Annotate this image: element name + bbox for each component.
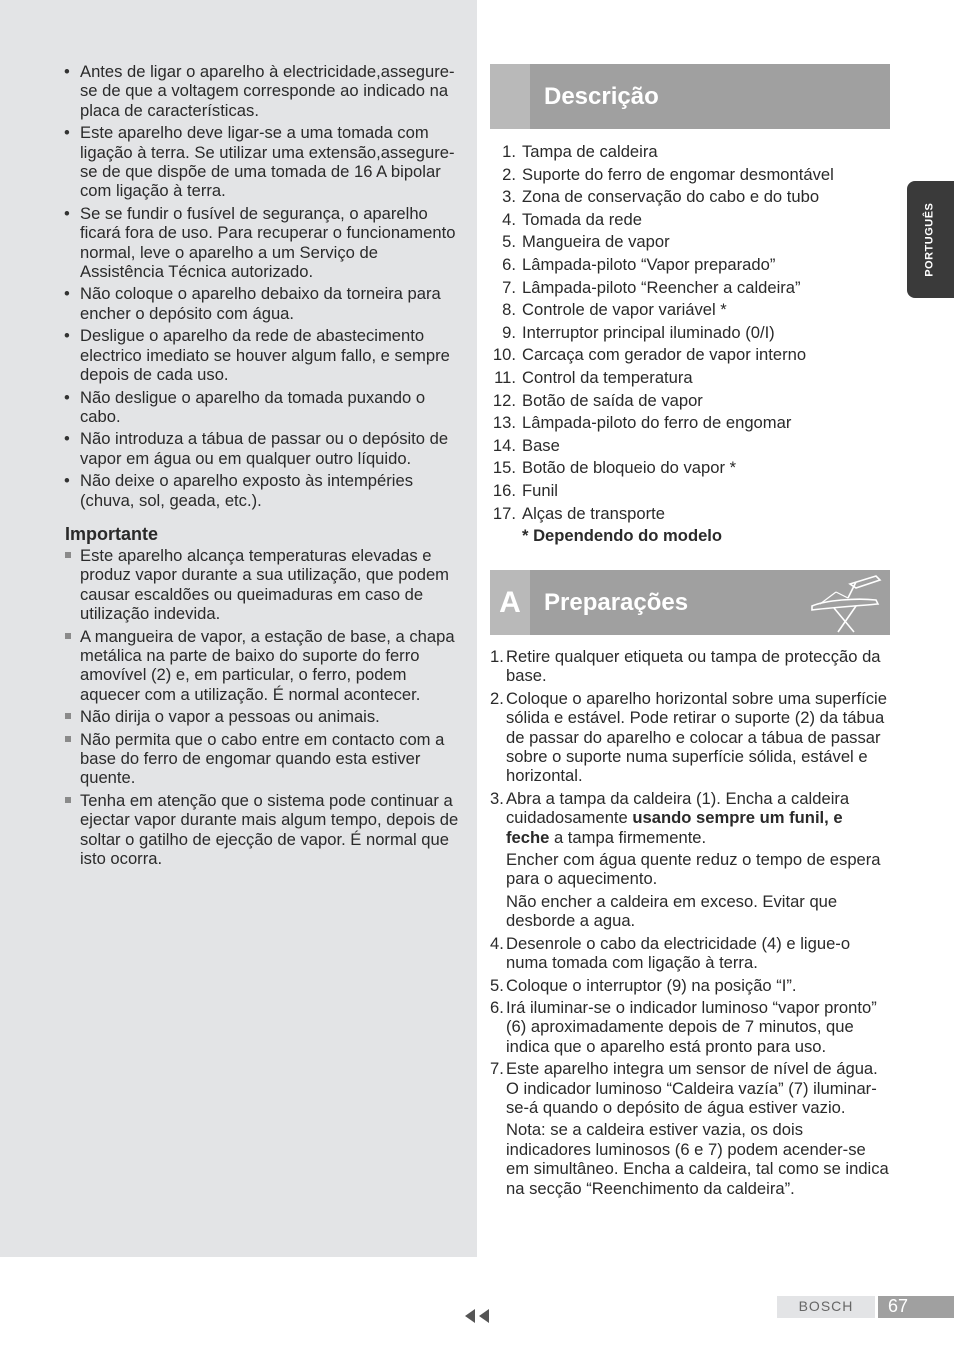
item-number: 5. (502, 232, 516, 252)
description-item (490, 186, 890, 209)
safety-bullet: • Não desligue o aparelho da tomada puxando o cabo. (62, 388, 464, 427)
important-item: Este aparelho alcança temperaturas elevadas e produz vapor durante a sua utilização, que podem causar escaldões ou queimaduras em caso de utilização indevida. (62, 546, 464, 624)
preparation-step (490, 789, 890, 931)
step-text: Coloque o aparelho horizontal sobre uma superfície sólida e estável. Pode retirar o suporte (2) da tábua de passar do aparelho e colocar a tábua de passar sobre o suporte numa superfície sólida, estável e horizontal. (506, 688, 887, 786)
description-item (490, 231, 890, 254)
description-footnote: * Dependendo do modelo (522, 526, 723, 546)
item-number: 11. (494, 367, 516, 387)
item-number: 16. (492, 480, 516, 500)
item-number: 8. (502, 300, 516, 320)
double-left-arrow-icon (463, 1308, 491, 1324)
item-text: Funil (522, 480, 558, 500)
description-title: Descrição (544, 82, 659, 110)
description-item (490, 299, 890, 322)
page-number: 67 (878, 1296, 954, 1318)
item-text: Lâmpada-piloto “Reencher a caldeira” (522, 277, 801, 297)
step-text-part: Abra a tampa da caldeira (1). Encha a caldeira cuidadosamente (506, 788, 850, 828)
step-text-bold: usando sempre um funil, e feche (506, 808, 843, 847)
preparation-step (490, 934, 890, 973)
description-item (490, 503, 890, 526)
item-number: 15. (492, 458, 516, 478)
item-number: 14. (492, 435, 516, 455)
safety-bullet: • Não introduza a tábua de passar ou o depósito de vapor em água ou em qualquer outro líquido. (62, 429, 464, 468)
description-item (490, 390, 890, 413)
item-text: Botão de bloqueio do vapor * (522, 458, 737, 478)
item-number: 13. (492, 413, 516, 433)
description-header (490, 64, 890, 129)
item-number: 3. (502, 187, 516, 207)
item-text: Carcaça com gerador de vapor interno (522, 345, 807, 365)
item-text: Controle de vapor variável * (522, 300, 727, 320)
step-number: 3. (490, 788, 504, 808)
safety-bullet: • Se se fundir o fusível de segurança, o aparelho ficará fora de uso. Para recuperar o funcionamento normal, leve o aparelho a um Serviço de Assistência Técnica autorizado. (62, 204, 464, 282)
step-text: Irá iluminar-se o indicador luminoso “vapor pronto” (6) aproximadamente depois de 7 minutos, que indica que o aparelho está pronto para uso. (506, 997, 877, 1056)
item-text: Lâmpada-piloto do ferro de engomar (522, 413, 792, 433)
step-text-part: a tampa firmemente. (549, 827, 707, 847)
step-number: 6. (490, 997, 504, 1017)
important-heading: Importante (65, 523, 159, 544)
step-number: 1. (490, 647, 504, 666)
item-text: Botão de saída de vapor (522, 390, 703, 410)
item-text: Zona de conservação do cabo e do tubo (522, 187, 820, 207)
step-note: Encher com água quente reduz o tempo de espera para o aquecimento. (506, 850, 881, 889)
description-item (490, 209, 890, 232)
preparations-letter-box: A (490, 570, 530, 635)
item-number: 10. (492, 345, 516, 365)
safety-content (62, 62, 464, 871)
step-note: Nota: se a caldeira estiver vazia, os dois indicadores luminosos (6 e 7) podem acender-se em simultâneo. Encha a caldeira, tal como se indica na secção “Reenchimento da caldeira”. (506, 1120, 889, 1198)
step-text: Desenrole o cabo da electricidade (4) e ligue-o numa tomada com ligação à terra. (506, 933, 851, 973)
description-item (490, 435, 890, 458)
description-item (490, 344, 890, 367)
safety-bullet: • Desligue o aparelho da rede de abastecimento electrico imediato se houver algum fallo, e sempre depois de cada uso. (62, 326, 464, 384)
safety-bullet: • Este aparelho deve ligar-se a uma tomada com ligação à terra. Se utilizar uma extensão,assegure-se de que dispõe de uma tomada de 16 A bipolar com ligação à terra. (62, 123, 464, 201)
item-number: 17. (492, 503, 516, 523)
language-tab-label: PORTUGUÊS (923, 202, 936, 277)
important-list (62, 546, 464, 869)
description-item (490, 322, 890, 345)
item-text: Base (522, 435, 560, 455)
item-number: 7. (502, 277, 516, 297)
description-item (490, 457, 890, 480)
item-number: 6. (502, 254, 516, 274)
step-note: Não encher a caldeira em exceso. Evitar que desborde a agua. (506, 891, 838, 931)
item-text: Alças de transporte (522, 503, 665, 523)
description-item (490, 164, 890, 187)
preparation-step (490, 647, 890, 686)
description-item (490, 367, 890, 390)
item-text: Lâmpada-piloto “Vapor preparado” (522, 254, 776, 274)
important-item: A mangueira de vapor, a estação de base, a chapa metálica na parte de baixo do suporte do ferro amovível (2) e, em particular, o ferro, podem aquecer com a utilização. É normal acontecer. (62, 627, 464, 705)
important-item: Tenha em atenção que o sistema pode continuar a ejectar vapor durante mais algum tempo, depois de soltar o gatilho de ejecção de vapor. É normal que isto ocorra. (62, 791, 464, 869)
language-tab (907, 181, 954, 298)
description-item (490, 412, 890, 435)
important-item: Não permita que o cabo entre em contacto com a base do ferro de engomar quando esta estiver quente. (62, 730, 464, 788)
preparation-step (490, 689, 890, 786)
step-number: 2. (490, 688, 504, 708)
step-text: Este aparelho integra um sensor de nível de água. O indicador luminoso “Caldeira vazía” (7) iluminar-se-á quando o depósito de água estiver vazio. (506, 1059, 878, 1117)
safety-panel (0, 0, 477, 1257)
preparation-step (490, 998, 890, 1056)
safety-bullet: • Não deixe o aparelho exposto às intempéries (chuva, sol, geada, etc.). (62, 471, 464, 510)
description-item (490, 141, 890, 164)
item-number: 12. (492, 390, 516, 410)
item-number: 4. (502, 209, 516, 229)
item-text: Tomada da rede (522, 209, 642, 229)
item-number: 1. (502, 142, 516, 161)
description-item (490, 480, 890, 503)
safety-bullet: • Antes de ligar o aparelho à electricidade,assegure-se de que a voltagem corresponde ao indicado na placa de características. (62, 62, 464, 120)
description-letter-box (490, 64, 530, 129)
item-text: Suporte do ferro de engomar desmontável (522, 164, 834, 184)
important-item: Não dirija o vapor a pessoas ou animais. (62, 707, 464, 726)
description-section (490, 141, 890, 548)
step-number: 7. (490, 1059, 504, 1079)
item-text: Interruptor principal iluminado (0/I) (522, 322, 775, 342)
step-number: 4. (490, 933, 504, 953)
item-number: 9. (502, 322, 516, 342)
preparation-step (490, 976, 890, 995)
description-list (490, 141, 890, 525)
item-number: 2. (502, 164, 516, 184)
safety-bullet-list (62, 62, 464, 510)
preparation-step (490, 1059, 890, 1198)
item-text: Mangueira de vapor (522, 232, 670, 252)
description-item (490, 277, 890, 300)
item-text: Control da temperatura (522, 367, 693, 387)
preparations-title: Preparações (544, 588, 689, 616)
step-text: Retire qualquer etiqueta ou tampa de protecção da base. (506, 647, 881, 686)
preparations-section (490, 647, 890, 1201)
step-number: 5. (490, 975, 504, 995)
step-text: Coloque o interruptor (9) na posição “I”. (506, 975, 797, 995)
preparations-header (490, 570, 890, 635)
step-text (506, 789, 890, 847)
footer-brand: BOSCH (777, 1296, 875, 1318)
ironing-board-icon (806, 570, 886, 635)
safety-bullet: • Não coloque o aparelho debaixo da torneira para encher o depósito com água. (62, 284, 464, 323)
description-item (490, 254, 890, 277)
item-text: Tampa de caldeira (522, 142, 658, 161)
preparations-list (490, 647, 890, 1198)
